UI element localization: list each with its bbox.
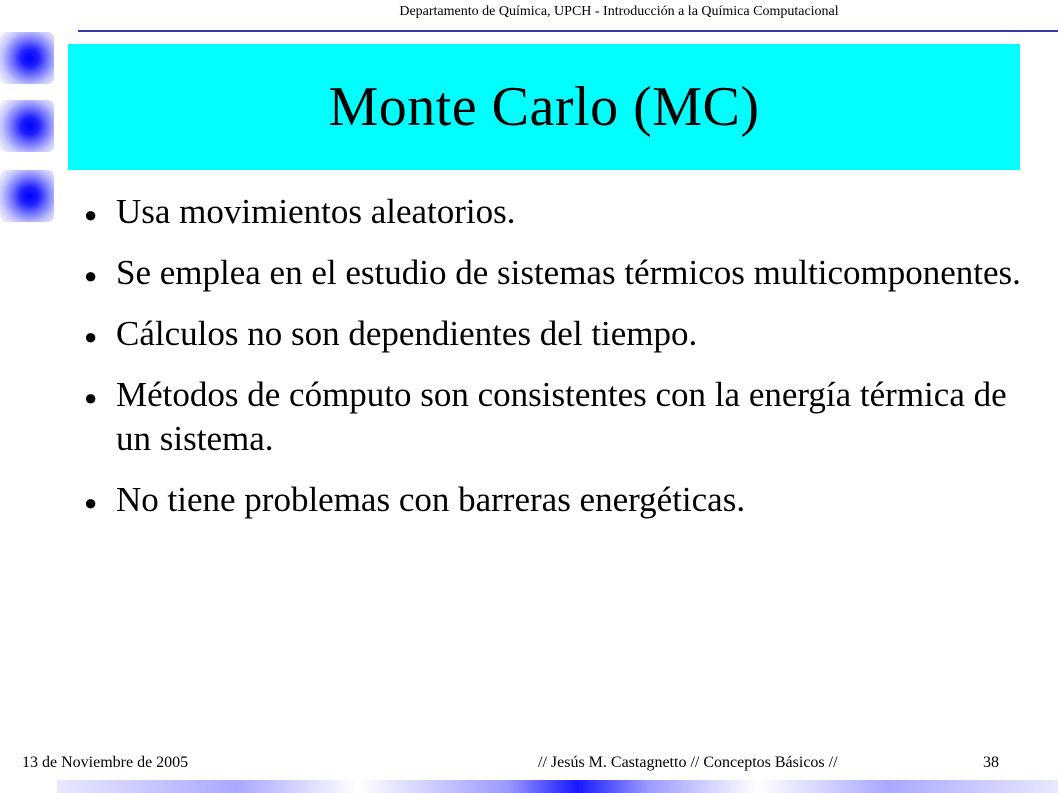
bullet-icon: ● — [84, 385, 98, 410]
decorative-square-1 — [0, 32, 54, 84]
bullet-item — [84, 312, 1034, 356]
bullet-icon: ● — [84, 324, 98, 349]
bullet-item — [84, 373, 1034, 461]
header-divider — [78, 30, 1058, 32]
bullet-text: No tiene problemas con barreras energéticas. — [116, 480, 746, 519]
decorative-square-3 — [0, 170, 54, 222]
bullet-item — [84, 190, 1034, 234]
bullet-icon: ● — [84, 263, 98, 288]
bullet-text: Usa movimientos aleatorios. — [116, 192, 516, 231]
bullet-text: Métodos de cómputo son consistentes con la energía térmica de un sistema. — [116, 375, 1007, 458]
slide-title: Monte Carlo (MC) — [328, 76, 760, 138]
decorative-square-2 — [0, 100, 54, 152]
footer-author: // Jesús M. Castagnetto // Conceptos Básicos // — [538, 754, 838, 771]
bullet-item — [84, 478, 1034, 522]
bullet-icon: ● — [84, 202, 98, 227]
bullet-text: Se emplea en el estudio de sistemas térmicos multicomponentes. — [116, 253, 1021, 292]
title-band — [68, 44, 1020, 170]
bullet-icon: ● — [84, 490, 98, 515]
bullet-list — [84, 190, 1034, 539]
header-text: Departamento de Química, UPCH - Introducción a la Química Computacional — [399, 4, 839, 19]
footer-page-number: 38 — [983, 754, 999, 771]
bullet-item — [84, 251, 1034, 295]
bullet-text: Cálculos no son dependientes del tiempo. — [116, 314, 698, 353]
footer-gradient-bar — [57, 780, 1058, 793]
footer-date: 13 de Noviembre de 2005 — [22, 754, 189, 771]
